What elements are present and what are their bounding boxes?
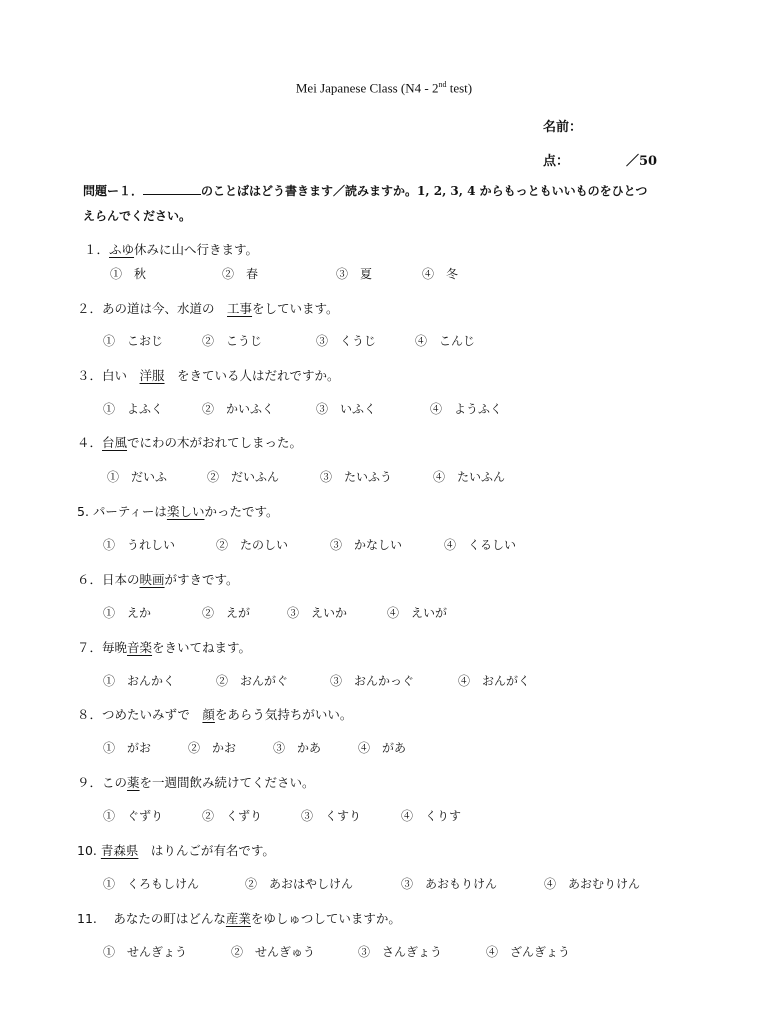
option[interactable]: ④ えいが — [387, 606, 448, 620]
option[interactable]: ② せんぎゅう — [231, 945, 316, 959]
question-2: ２．あの道は今、水道の 工事をしています。 — [77, 301, 339, 316]
option[interactable]: ① がお — [103, 741, 152, 755]
target-word: 楽しい — [166, 504, 205, 519]
target-word: 音楽 — [127, 640, 153, 655]
option[interactable]: ② だいふん — [207, 470, 280, 484]
option[interactable]: ② 春 — [222, 267, 259, 281]
option[interactable]: ④ があ — [358, 741, 407, 755]
score-label: 点： — [543, 154, 570, 169]
instruction-line-2: えらんでください。 — [83, 209, 192, 223]
option[interactable]: ① おんかく — [103, 674, 176, 688]
question-8: ８．つめたいみずで 顔をあらう気持ちがいい。 — [77, 707, 353, 722]
option[interactable]: ③ くうじ — [316, 334, 377, 348]
target-word: 顔 — [202, 707, 215, 722]
target-word: 薬 — [127, 775, 140, 790]
question-10: 10. 青森県 はりんごが有名です。 — [77, 843, 275, 858]
option[interactable]: ④ ざんぎょう — [486, 945, 571, 959]
option[interactable]: ④ ようふく — [430, 402, 503, 416]
option[interactable]: ① こおじ — [103, 334, 164, 348]
target-word: ふゆ — [109, 242, 135, 257]
target-word: 産業 — [225, 911, 251, 926]
option[interactable]: ① えか — [103, 606, 152, 620]
option[interactable]: ③ おんかっぐ — [330, 674, 415, 688]
target-word: 映画 — [139, 572, 165, 587]
question-5: 5. パーティーは楽しいかったです。 — [77, 504, 279, 519]
option[interactable]: ③ えいか — [287, 606, 348, 620]
option[interactable]: ① せんぎょう — [103, 945, 188, 959]
option[interactable]: ① よふく — [103, 402, 164, 416]
name-label: 名前： — [543, 120, 583, 135]
option[interactable]: ③ 夏 — [336, 267, 373, 281]
option[interactable]: ② あおはやしけん — [245, 877, 354, 891]
option[interactable]: ③ さんぎょう — [358, 945, 443, 959]
option[interactable]: ④ あおむりけん — [544, 877, 641, 891]
score-total: ／50 — [626, 154, 658, 169]
question-11: 11. あなたの町はどんな産業をゆしゅつしていますか。 — [77, 911, 401, 926]
option[interactable]: ① くろもしけん — [103, 877, 200, 891]
instruction-line-1: 問題ー１． のことばはどう書きます／読みますか。1, 2, 3, 4 からもっともいいものをひとつ — [83, 184, 648, 198]
option[interactable]: ④ 冬 — [422, 267, 459, 281]
option[interactable]: ① うれしい — [103, 538, 176, 552]
option[interactable]: ③ いふく — [316, 402, 377, 416]
question-3: ３．白い 洋服 をきている人はだれですか。 — [77, 368, 340, 383]
question-4: ４．台風でにわの木がおれてしまった。 — [77, 435, 303, 450]
target-word: 洋服 — [139, 368, 165, 383]
option[interactable]: ② こうじ — [202, 334, 263, 348]
target-word: 台風 — [102, 435, 128, 450]
option[interactable]: ② かいふく — [202, 402, 275, 416]
question-1: １．ふゆ休みに山へ行きます。 — [84, 242, 259, 257]
option[interactable]: ④ おんがく — [458, 674, 531, 688]
option[interactable]: ② えが — [202, 606, 251, 620]
option[interactable]: ② たのしい — [216, 538, 289, 552]
option[interactable]: ④ たいふん — [433, 470, 506, 484]
target-word: 工事 — [227, 301, 253, 316]
document-title: Mei Japanese Class (N4 - 2nd test) — [295, 80, 473, 96]
option[interactable]: ④ くるしい — [444, 538, 517, 552]
option[interactable]: ① 秋 — [110, 267, 147, 281]
blank-line — [143, 182, 201, 195]
question-7: ７．毎晩音楽をきいてねます。 — [77, 640, 252, 655]
option[interactable]: ③ かあ — [273, 741, 322, 755]
option[interactable]: ③ くすり — [301, 809, 362, 823]
question-9: ９．この薬を一週間飲み続けてください。 — [77, 775, 315, 790]
option[interactable]: ③ あおもりけん — [401, 877, 498, 891]
option[interactable]: ① ぐずり — [103, 809, 164, 823]
option[interactable]: ② おんがぐ — [216, 674, 289, 688]
option[interactable]: ① だいふ — [107, 470, 168, 484]
target-word: 青森県 — [100, 843, 139, 858]
option[interactable]: ④ こんじ — [415, 334, 476, 348]
option[interactable]: ② くずり — [202, 809, 263, 823]
option[interactable]: ③ かなしい — [330, 538, 403, 552]
question-6: ６．日本の映画がすきです。 — [77, 572, 239, 587]
option[interactable]: ② かお — [188, 741, 237, 755]
option[interactable]: ④ くりす — [401, 809, 462, 823]
option[interactable]: ③ たいふう — [320, 470, 393, 484]
